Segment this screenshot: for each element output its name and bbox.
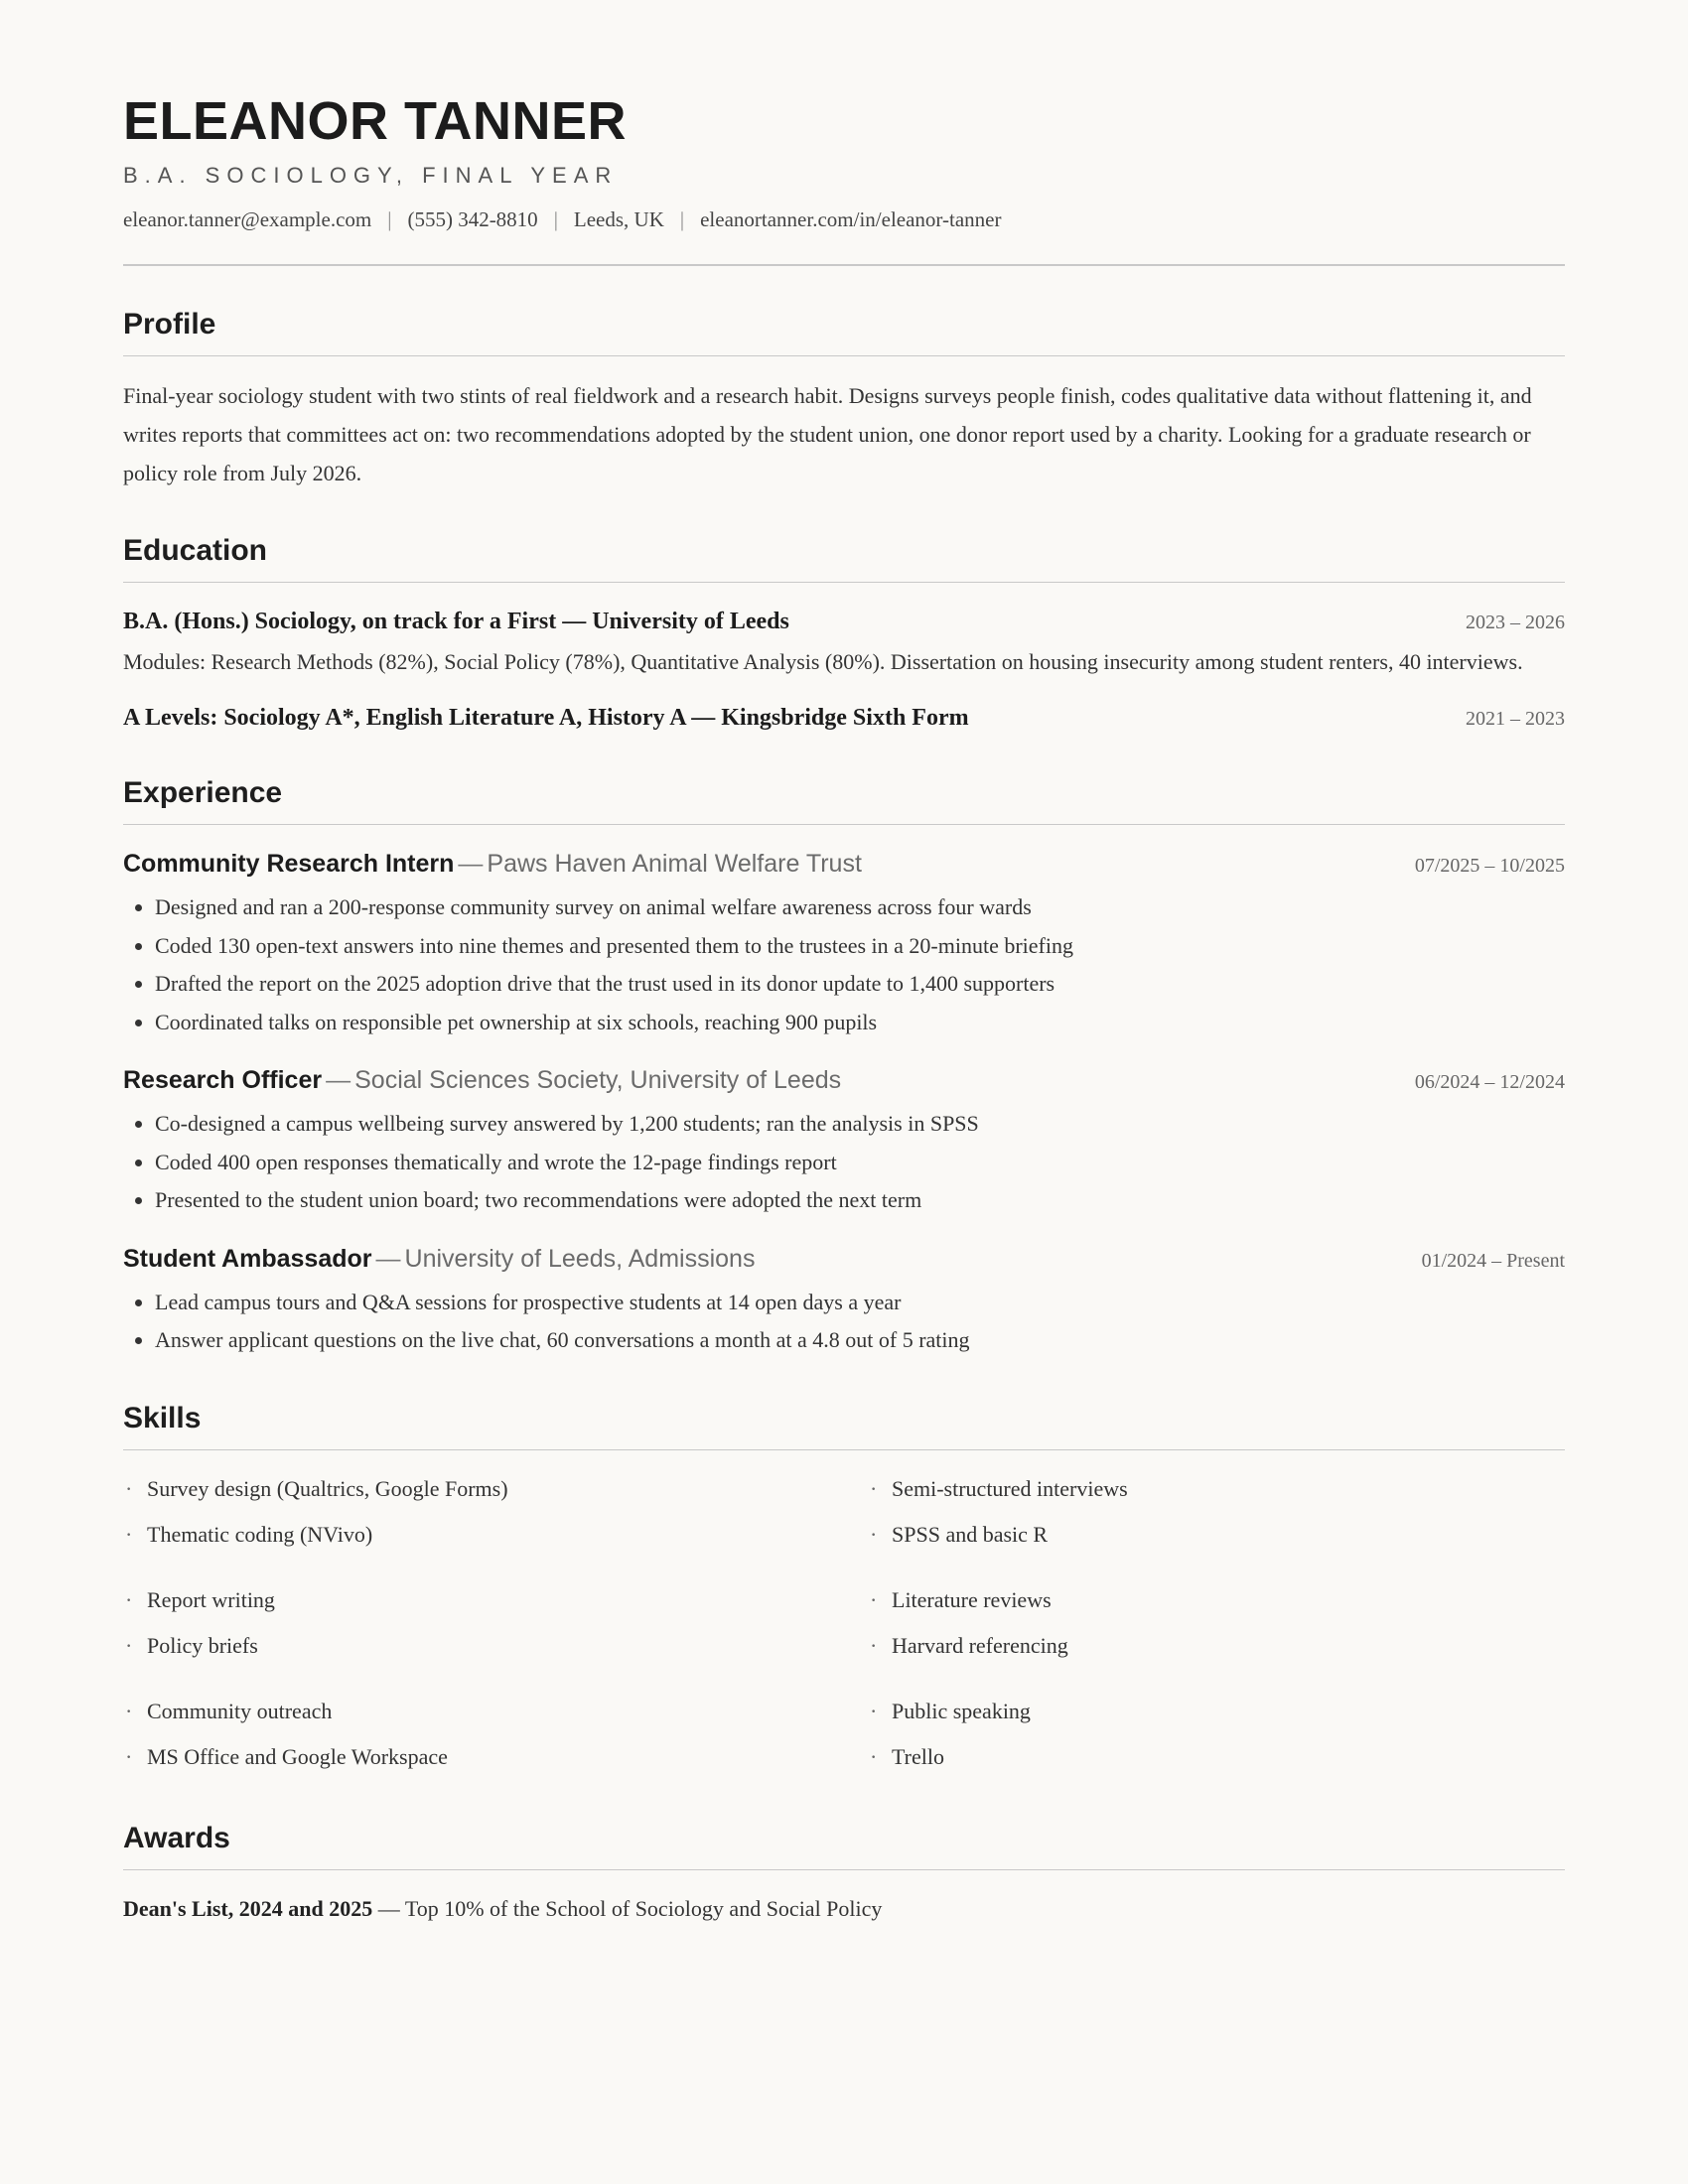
experience-bullet: • Coordinated talks on responsible pet ownership at six schools, reaching 900 pupils — [155, 1004, 1565, 1042]
education-dates: 2021 – 2023 — [1466, 708, 1565, 730]
experience-bullet: • Lead campus tours and Q&A sessions for prospective students at 14 open days a year — [155, 1284, 1565, 1322]
section-title-awards: Awards — [123, 1820, 1565, 1870]
experience-bullet: • Co-designed a campus wellbeing survey answered by 1,200 students; ran the analysis in SPSS — [155, 1105, 1565, 1144]
candidate-name: ELEANOR TANNER — [123, 91, 628, 151]
skills-grid — [123, 1466, 1565, 1800]
education-description: Modules: Research Methods (82%), Social Policy (78%), Quantitative Analysis (80%). Dissertation on housing insecurity among student renters, 40 interviews. — [123, 649, 1523, 674]
skill-group — [123, 1689, 868, 1780]
experience-bullet: • Answer applicant questions on the live chat, 60 conversations a month at a 4.8 out of 5 rating — [155, 1321, 1565, 1360]
award-dash: — — [377, 1895, 400, 1921]
contact-separator: | — [553, 207, 558, 231]
section-title-experience: Experience — [123, 774, 1565, 825]
skill-item: · Policy briefs — [123, 1623, 868, 1669]
education-item — [123, 605, 1565, 681]
skill-item: · Community outreach — [123, 1689, 868, 1734]
contact-separator: | — [679, 207, 685, 231]
header-divider — [123, 264, 1565, 266]
education-degree: B.A. (Hons.) Sociology, on track for a First — University of Leeds — [123, 609, 789, 634]
skill-item: · Literature reviews — [868, 1577, 1565, 1623]
contact-separator: | — [387, 207, 392, 231]
award-item — [123, 1892, 1565, 1926]
experience-role: Community Research Intern — [123, 850, 455, 878]
experience-bullet: • Coded 400 open responses thematically and wrote the 12-page findings report — [155, 1144, 1565, 1182]
experience-role: Research Officer — [123, 1066, 323, 1094]
experience-bullet: • Drafted the report on the 2025 adoption drive that the trust used in its donor update to 1,400 supporters — [155, 965, 1565, 1004]
section-title-profile: Profile — [123, 306, 1565, 356]
award-detail: Top 10% of the School of Sociology and Social Policy — [404, 1895, 883, 1921]
contact-location: Leeds, UK — [573, 207, 664, 231]
experience-bullets — [123, 1284, 1565, 1360]
profile-text: Final-year sociology student with two stints of real fieldwork and a research habit. Designs surveys people finish, codes qualitative data without flattening it, and writes reports that committees act on: two recommendations adopted by the student union, one donor report used by a charity. Looking for a graduate research or policy role from July 2026. — [123, 383, 1532, 485]
skill-item: · SPSS and basic R — [868, 1512, 1565, 1558]
section-title-skills: Skills — [123, 1400, 1565, 1450]
experience-bullet: • Coded 130 open-text answers into nine themes and presented them to the trustees in a 20-minute briefing — [155, 927, 1565, 966]
experience-dates: 01/2024 – Present — [1421, 1249, 1565, 1272]
skill-item: · Harvard referencing — [868, 1623, 1565, 1669]
contact-email[interactable]: eleanor.tanner@example.com — [123, 207, 372, 231]
experience-bullets — [123, 888, 1565, 1041]
experience-item — [123, 847, 1565, 1041]
experience-org: University of Leeds, Admissions — [404, 1244, 756, 1273]
contact-phone[interactable]: (555) 342-8810 — [407, 207, 538, 231]
experience-dash: — — [326, 1066, 352, 1094]
experience-item — [123, 1242, 1565, 1360]
education-item — [123, 701, 1565, 735]
skill-item: · Thematic coding (NVivo) — [123, 1512, 868, 1558]
candidate-subtitle: B.A. SOCIOLOGY, FINAL YEAR — [123, 163, 619, 188]
experience-section — [123, 774, 1565, 1360]
experience-bullet: • Designed and ran a 200-response community survey on animal welfare awareness across four wards — [155, 888, 1565, 927]
education-section — [123, 532, 1565, 735]
education-degree: A Levels: Sociology A*, English Literature A, History A — Kingsbridge Sixth Form — [123, 705, 969, 731]
profile-section — [123, 306, 1565, 492]
skill-group — [868, 1577, 1565, 1669]
experience-org: Social Sciences Society, University of Leeds — [354, 1066, 842, 1094]
contact-website[interactable]: eleanortanner.com/in/eleanor-tanner — [700, 207, 1002, 231]
skill-group — [123, 1466, 868, 1558]
experience-dates: 07/2025 – 10/2025 — [1414, 855, 1565, 877]
skill-group — [868, 1466, 1565, 1558]
experience-org: Paws Haven Animal Welfare Trust — [487, 850, 862, 878]
award-name: Dean's List, 2024 and 2025 — [123, 1895, 373, 1921]
experience-dash: — — [375, 1244, 401, 1273]
skill-item: · MS Office and Google Workspace — [123, 1734, 868, 1780]
experience-bullet: • Presented to the student union board; two recommendations were adopted the next term — [155, 1181, 1565, 1220]
skill-item: · Semi-structured interviews — [868, 1466, 1565, 1512]
experience-dash: — — [458, 850, 484, 878]
skill-group — [868, 1689, 1565, 1780]
skill-item: · Survey design (Qualtrics, Google Forms) — [123, 1466, 868, 1512]
experience-role: Student Ambassador — [123, 1244, 372, 1273]
skill-group — [123, 1577, 868, 1669]
education-dates: 2023 – 2026 — [1466, 612, 1565, 633]
awards-section — [123, 1820, 1565, 1926]
skills-section — [123, 1400, 1565, 1800]
contact-line — [123, 205, 1565, 234]
skill-item: · Trello — [868, 1734, 1565, 1780]
section-title-education: Education — [123, 532, 1565, 583]
experience-bullets — [123, 1105, 1565, 1220]
skill-item: · Report writing — [123, 1577, 868, 1623]
skill-item: · Public speaking — [868, 1689, 1565, 1734]
experience-dates: 06/2024 – 12/2024 — [1414, 1071, 1565, 1093]
resume-header — [123, 89, 1565, 266]
experience-item — [123, 1063, 1565, 1220]
